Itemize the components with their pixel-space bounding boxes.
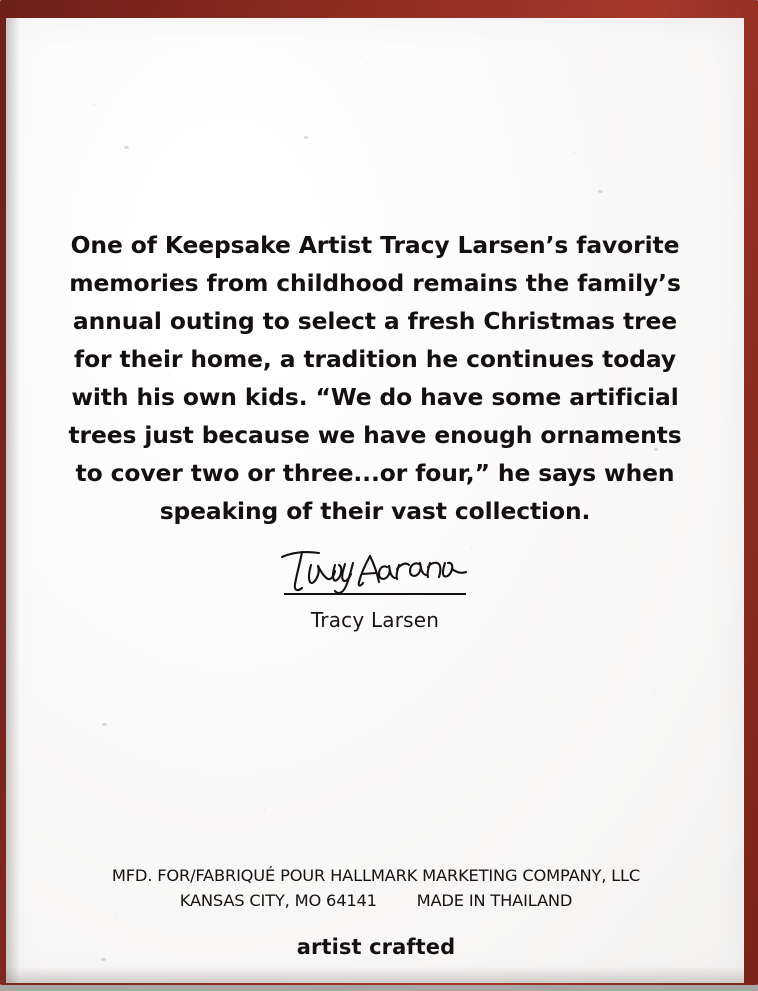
scuff-mark (102, 723, 107, 726)
artist-story-paragraph: One of Keepsake Artist Tracy Larsen’s favorite memories from childhood remains the family’s annual outing to select a fresh Christmas tree for their home, a tradition he continues today with his own kids. “We do have some artificial trees just because we have enough ornaments to cover two or three...or four,” he says when speaking of their vast collection. (68, 231, 682, 526)
artist-printed-name: Tracy Larsen (310, 608, 440, 632)
box-back-panel (6, 18, 744, 983)
signature-line (284, 593, 466, 595)
legal-line-2: KANSAS CITY, MO 64141 MADE IN THAILAND (179, 891, 573, 910)
scuff-mark (598, 190, 603, 193)
manufacturer-legal-text (46, 863, 706, 913)
scuff-mark (304, 136, 308, 139)
signature-block (68, 543, 682, 632)
artist-crafted-tagline: artist crafted (296, 935, 456, 959)
scuff-mark (124, 146, 129, 149)
handwritten-signature-icon (275, 543, 475, 599)
legal-line-1: MFD. FOR/FABRIQUÉ POUR HALLMARK MARKETING COMPANY, LLC (111, 866, 641, 885)
